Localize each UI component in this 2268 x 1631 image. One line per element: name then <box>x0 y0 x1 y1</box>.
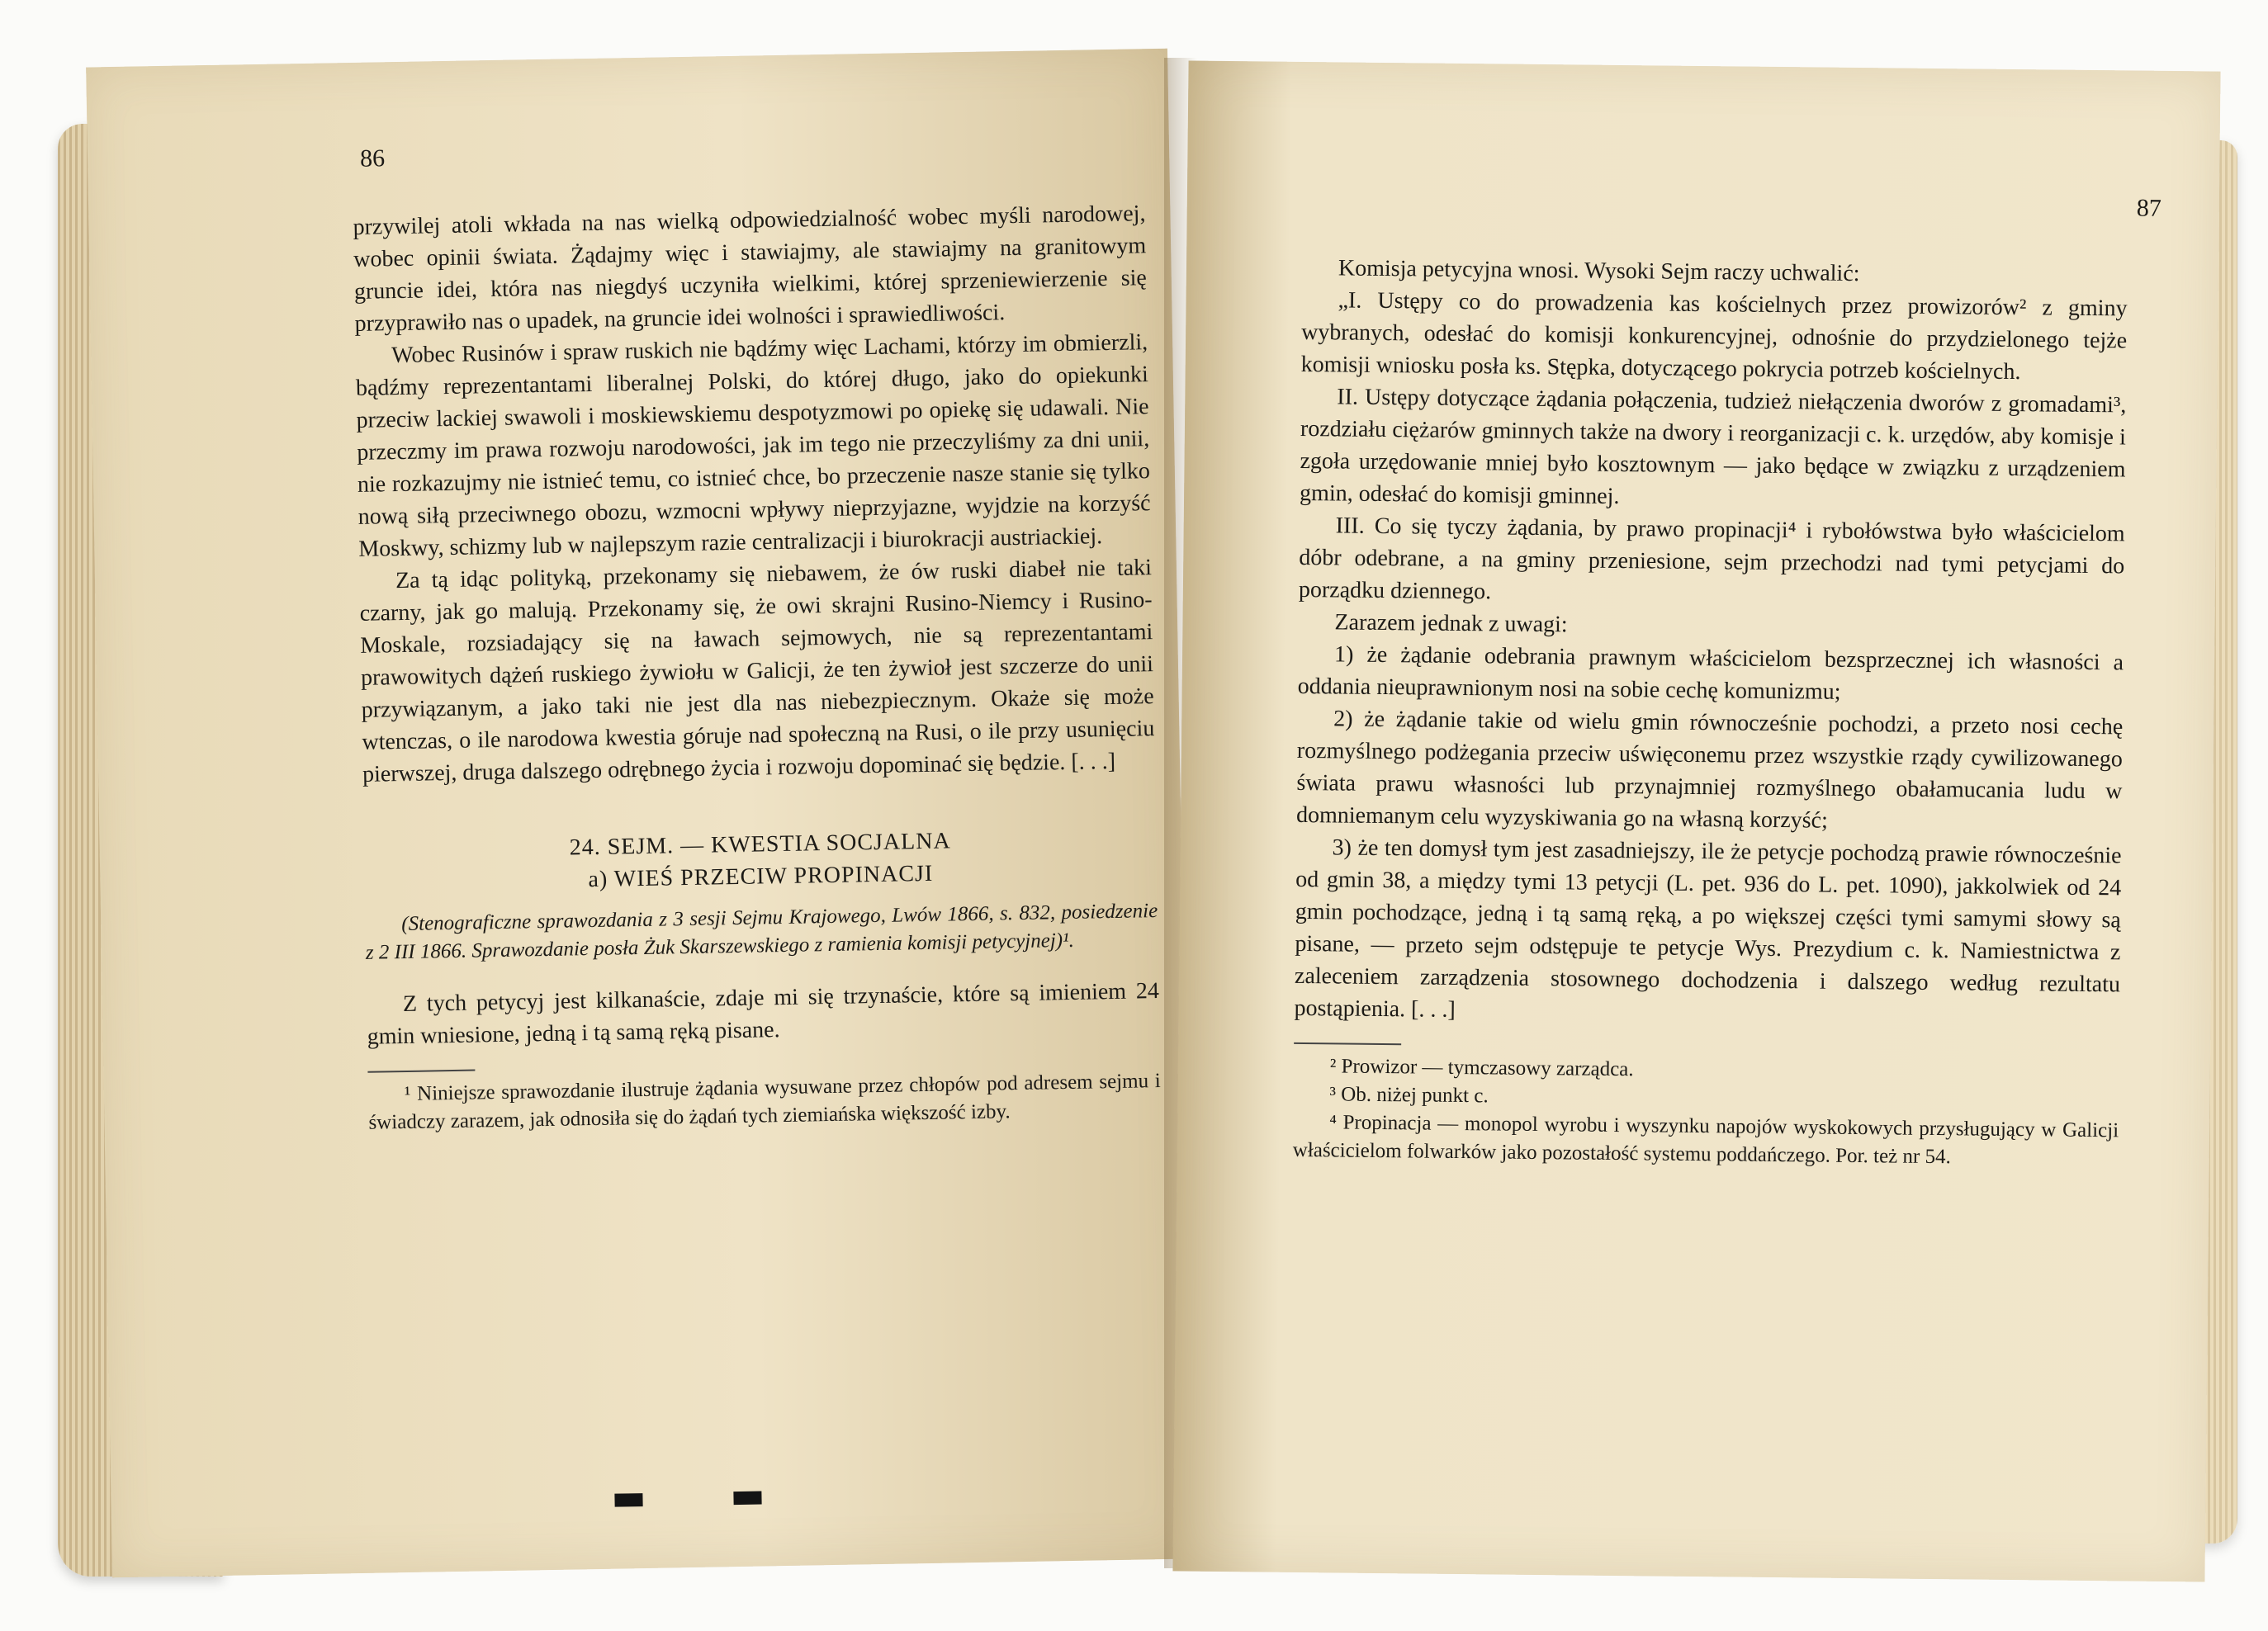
right-page <box>1172 61 2220 1582</box>
paragraph: Za tą idąc polityką, przekonamy się niebawem, że ów ruski diabeł nie taki czarny, jak go malują. Przekonamy się, że owi skrajni Rusino-Niemcy i Rusino-Moskale, rozsiadający się na ławach sejmowych, nie są reprezentantami prawowitych dążeń ruskiego żywiołu w Galicji, że ten żywioł jest szczerze do unii przywiązanym, a jako taki nie jest dla nas niebezpiecznym. Okaże się może wtenczas, o ile narodowa kwestia góruje nad społeczną na Rusi, o ile przy usunięciu pierwszej, druga dalszego odrębnego życia i rozwoju dopominać się będzie. [. . .] <box>359 555 1155 787</box>
right-page-text <box>1293 252 2128 1173</box>
paragraph: 3) że ten domysł tym jest zasadniejszy, ile że petycje pochodzą prawie równocześnie od gmin 38, a między tymi 13 petycji (L. pet. 936 do L. pet. 1090), jakkolwiek od 24 gmin pochodzące, jedną i tą samą ręką, a po większej części tymi samymi słowy są pisane, — przeto sejm odstępuje te petycje Wys. Prezydium c. k. Namiestnictwa z zaleceniem zarządzenia stosownego dochodzenia i dalszego według rezultatu postąpienia. [. . .] <box>1294 834 2122 1023</box>
paragraph: III. Co się tyczy żądania, by prawo propinacji⁴ i rybołówstwa było właścicielom dóbr odebrane, a na gminy przeniesione, sejm przechodzi nad tymi petycjami do porządku dziennego. <box>1298 513 2125 605</box>
binding-marks <box>614 1490 852 1511</box>
source-note: (Stenograficzne sprawozdania z 3 sesji Sejmu Krajowego, Lwów 1866, s. 832, posiedzenie z 2 III 1866. Sprawozdanie posła Żuk Skarszewskiego z ramienia komisji petycyjnej)¹. <box>365 900 1158 964</box>
open-book <box>33 17 2246 1610</box>
subheading: a) WIEŚ PRZECIW PROPINACJI <box>588 860 934 893</box>
page-number: 87 <box>2136 194 2161 222</box>
paragraph: „I. Ustępy co do prowadzenia kas kościelnych przez prowizorów² z gminy wybranych, odesłać do komisji konkurencyjnej, odnośnie do przydzielonego tejże komisji wniosku posła ks. Stępka, dotyczącego pokrycia potrzeb kościelnych. <box>1300 287 2128 385</box>
footnote: ⁴ Propinacja — monopol wyrobu i wyszynku napojów wyskokowych przysługujący w Galicji właścicielom folwarków jako pozostałość systemu poddańczego. Por. też nr 54. <box>1292 1111 2119 1169</box>
paragraph: II. Ustępy dotyczące żądania połączenia, tudzież niełączenia dworów z gromadami³, rozdziału ciężarów gminnych także na dwory i reorganizacji c. k. urzędów, aby komisje i zgoła urzędowanie mniej było kosztownym — jako będące w związku z urządzeniem gmin, odesłać do komisji gminnej. <box>1299 384 2127 509</box>
footnote: ¹ Niniejsze sprawozdanie ilustruje żądania wysuwane przez chłopów pod adresem sejmu i świadczy zarazem, jak odnosiła się do żądań tych ziemiańska większość izby. <box>368 1070 1161 1134</box>
footnote-rule <box>1294 1042 1401 1045</box>
paragraph: Komisja petycyjna wnosi. Wysoki Sejm raczy uchwalić: <box>1338 255 1860 287</box>
left-page <box>86 49 1194 1578</box>
section-heading: 24. SEJM. — KWESTIA SOCJALNA <box>569 828 951 861</box>
page-number: 86 <box>359 144 386 173</box>
paragraph: przywilej atoli wkłada na nas wielką odpowiedzialność wobec myśli narodowej, wobec opinii świata. Żądajmy więc i stawiajmy, ale stawiajmy na granitowym gruncie idei, która nas niegdyś uczyniła wielkimi, której sprzeniewierzenie się przyprawiło nas o upadek, na gruncie idei wolności i sprawiedliwości. <box>353 201 1148 337</box>
footnote: ² Prowizor — tymczasowy zarządca. <box>1329 1055 1634 1081</box>
footnote-rule <box>367 1070 475 1073</box>
paragraph: Z tych petycyj jest kilkanaście, zdaje mi się trzynaście, które są imieniem 24 gmin wniesione, jedną i tą samą ręką pisane. <box>367 978 1160 1050</box>
footnote: ³ Ob. niżej punkt c. <box>1329 1083 1489 1108</box>
paragraph: 1) że żądanie odebrania prawnym właścicielom bezsprzecznej ich własności a oddania nieuprawnionym nosi na sobie cechę komunizmu; <box>1297 641 2124 705</box>
paragraph: Wobec Rusinów i spraw ruskich nie bądźmy więc Lachami, którzy im obmierzli, bądźmy reprezentantami liberalnej Polski, do której długo, jako do opiekunki przeciw lackiej swawoli i moskiewskiemu despotyzmowi po opiekę się udawali. Nie przeczmy im prawa rozwoju narodowości, jak im tego nie przeczyliśmy za dni unii, nie rozkazujmy nie istnieć temu, co istnieć chce, bo przeczenie nasze stanie się tylko nową siłą przeciwnego obozu, wzmocni wpływy nieprzyjazne, wyjdzie na korzyść Moskwy, schizmy lub w najlepszym razie centralizacji i biurokracji austriackiej. <box>355 329 1151 562</box>
left-page-text <box>353 197 1161 1137</box>
paragraph: Zarazem jednak z uwagi: <box>1334 609 1568 638</box>
paragraph: 2) że żądanie takie od wielu gmin równocześnie pochodzi, a przeto nosi cechę rozmyślnego podżegania przeciw uświęconemu przez wszystkie rządy cywilizowanego świata prawu własności lub przynajmniej rozmyślnego obałamucania ludu w domniemanym celu wyzyskiwania go na własną korzyść; <box>1295 706 2124 834</box>
